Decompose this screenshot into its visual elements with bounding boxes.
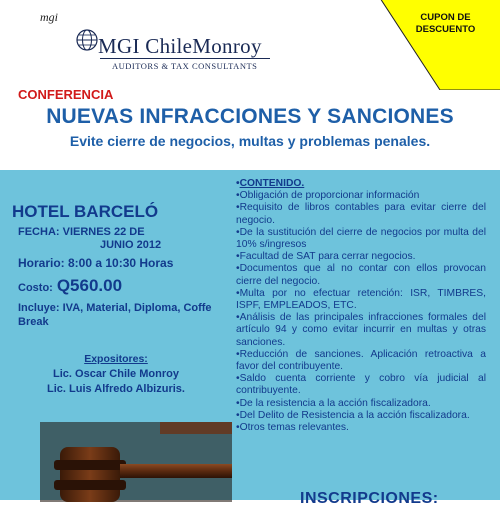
registration-title: INSCRIPCIONES:: [300, 490, 439, 507]
venue-name: HOTEL BARCELÓ: [12, 202, 159, 221]
header: [0, 0, 500, 170]
date-label: FECHA: VIERNES 22 DE: [18, 226, 145, 238]
list-item: •Requisito de libros contables para evitar cierre del negocio.: [236, 202, 486, 226]
gavel-image: [40, 402, 232, 502]
list-item: •Documentos que al no contar con ellos provocan cierre del negocio.: [236, 263, 486, 287]
coupon-label: [398, 12, 493, 36]
event-details: [0, 170, 232, 500]
list-item: •De la resistencia a la acción fiscalizadora.: [236, 397, 431, 409]
logo-mgi-small: mgi: [40, 10, 58, 24]
list-item: •Obligación de proporcionar información: [236, 190, 420, 202]
list-item-text: De la resistencia a la acción fiscalizadora.: [239, 397, 431, 409]
list-item: •Multa por no efectuar retención: ISR, TIMBRES, ISPF, EMPLEADOS, ETC.: [236, 287, 486, 312]
content-list: [236, 178, 486, 434]
logo-divider: [100, 58, 270, 59]
list-item: •Análisis de las principales infracciones formales del artículo 94 y como evitar incurrir en multas y otras sanciones.: [236, 312, 486, 348]
speaker-item: Lic. Oscar Chile Monroy: [53, 368, 179, 380]
cost-value: Q560.00: [56, 276, 123, 295]
cost-label: Costo:: [18, 282, 53, 294]
list-item: •Del Delito de Resistencia a la acción fiscalizadora.: [236, 409, 470, 421]
list-item: •Facultad de SAT para cerrar negocios.: [236, 251, 416, 263]
logo-company-name: MGI ChileMonroy: [98, 34, 262, 58]
globe-logo-icon: [75, 28, 99, 52]
date-value: JUNIO 2012: [100, 239, 162, 251]
logo-tagline: AUDITORS & TAX CONSULTANTS: [112, 61, 258, 71]
event-cost: [18, 276, 122, 296]
cost-includes: Incluye: IVA, Material, Diploma, Coffe Break: [18, 302, 212, 328]
list-item: •Reducción de sanciones. Aplicación retroactiva a favor del contribuyente.: [236, 348, 486, 373]
list-item-text: Documentos que al no contar con ellos provocan cierre del negocio.: [236, 263, 486, 287]
list-item-text: Multa por no efectuar retención: ISR, TIMBRES, ISPF, EMPLEADOS, ETC.: [236, 287, 486, 312]
coupon-line-1: CUPON DE: [420, 12, 471, 23]
discount-coupon-button[interactable]: [380, 0, 500, 90]
event-subtitle: Evite cierre de negocios, multas y problemas penales.: [69, 133, 431, 149]
event-type-label: CONFERENCIA: [18, 87, 114, 102]
list-item-text: Análisis de las principales infracciones formales del artículo 94 y como evitar incurrir en multas y otras sanciones.: [236, 312, 486, 348]
list-item-text: De la sustitución del cierre de negocios por multa del 10% s/ingresos: [236, 226, 486, 251]
content-title-text: CONTENIDO.: [239, 178, 305, 189]
list-item-text: Otros temas relevantes.: [239, 422, 349, 434]
list-item-text: Saldo cuenta corriente y cobro vía judicial al contribuyente.: [236, 373, 486, 397]
list-item-text: Obligación de proporcionar información: [239, 190, 420, 202]
speaker-item: Lic. Luis Alfredo Albizuris.: [47, 383, 185, 395]
list-item-text: Requisito de libros contables para evitar cierre del negocio.: [236, 202, 486, 226]
speakers-title: Expositores:: [84, 353, 148, 365]
event-title: NUEVAS INFRACCIONES Y SANCIONES: [46, 105, 454, 128]
list-item-text: Del Delito de Resistencia a la acción fiscalizadora.: [239, 409, 470, 421]
list-item-text: Reducción de sanciones. Aplicación retroactiva a favor del contribuyente.: [236, 348, 486, 373]
content-title: •CONTENIDO.: [236, 178, 305, 189]
event-schedule: Horario: 8:00 a 10:30 Horas: [18, 256, 174, 270]
coupon-line-2: DESCUENTO: [415, 24, 476, 35]
list-item-text: Facultad de SAT para cerrar negocios.: [239, 251, 416, 263]
list-item: •De la sustitución del cierre de negocios por multa del 10% s/ingresos: [236, 226, 486, 251]
list-item: •Otros temas relevantes.: [236, 422, 349, 434]
list-item: •Saldo cuenta corriente y cobro vía judicial al contribuyente.: [236, 373, 486, 397]
event-date: [18, 226, 161, 252]
